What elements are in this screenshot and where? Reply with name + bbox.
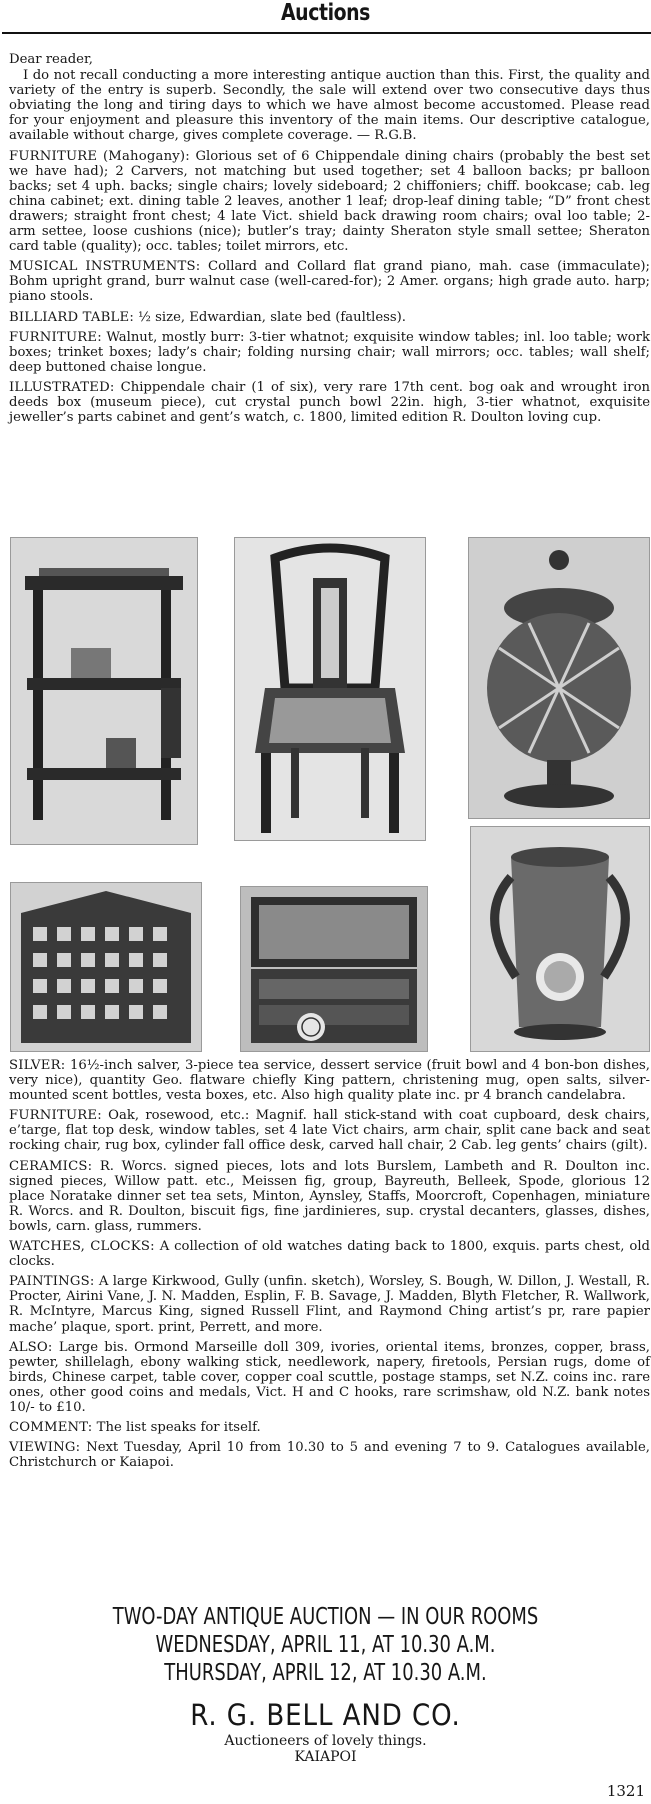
banner-day-one: WEDNESDAY, APRIL 11, AT 10.30 A.M. <box>155 1632 496 1658</box>
inventory-section <box>9 1440 650 1470</box>
inventory-text-block-bottom <box>9 1058 650 1475</box>
section-text: 16½-inch salver, 3-piece tea service, dessert service (fruit bowl and 4 bon-bon dishes, very nice), quantity Geo. flatware chiefly King pattern, christening mug, open salts, silver-mounted scent bottles, vesta boxes, etc. Also high quality plate inc. pr 4 branch candelabra. <box>9 1058 650 1104</box>
firm-tagline: Auctioneers of lovely things. <box>224 1733 427 1749</box>
section-text: Next Tuesday, April 10 from 10.30 to 5 and evening 7 to 9. Catalogues available, Christchurch or Kaiapoi. <box>9 1440 650 1471</box>
whatnot-illustration <box>11 538 197 844</box>
section-heading: FURNITURE: <box>9 1108 102 1124</box>
whatnot-photo <box>10 537 198 845</box>
section-text: Collard and Collard flat grand piano, mah. case (immaculate); Bohm upright grand, burr walnut case (well-cared-for); 2 Amer. organs; high grade auto. harp; piano stools. <box>9 259 650 305</box>
letter-body: I do not recall conducting a more interesting antique auction than this. First, the quality and variety of the entry is superb. Secondly, the sale will extend over two consecutive days thus obviating the long and tiring days to which we have almost become accustomed. Please read for your enjoyment and pleasure this inventory of the main items. Our descriptive catalogue, available without charge, gives complete coverage. — R.G.B. <box>9 68 650 144</box>
inventory-section <box>9 330 650 375</box>
header-rule <box>2 32 651 34</box>
section-heading: ALSO: <box>9 1339 53 1355</box>
chippendale-chair-illustration <box>235 538 425 840</box>
section-heading: SILVER: <box>9 1058 66 1073</box>
section-heading: MUSICAL INSTRUMENTS: <box>9 259 201 275</box>
chippendale-chair-photo <box>234 537 426 841</box>
inventory-section <box>9 1274 650 1334</box>
section-text: Walnut, mostly burr: 3-tier whatnot; exquisite window tables; inl. loo table; work boxes; trinket boxes; lady’s chair; folding nursing chair; wall mirrors; occ. tables; wall shelf; deep buttoned chaise longue. <box>9 329 650 375</box>
page-title: Auctions <box>280 0 371 26</box>
intro-text-block <box>9 52 650 430</box>
section-text: Chippendale chair (1 of six), very rare 17th cent. bog oak and wrought iron deeds box (museum piece), cut crystal punch bowl 22in. high, 3-tier whatnot, exquisite jeweller’s parts cabinet and gent’s watch, c. 1800, limited edition R. Doulton loving cup. <box>9 379 650 426</box>
deeds-box-illustration <box>11 883 201 1051</box>
inventory-sections-top <box>9 149 650 426</box>
banner-headline: TWO-DAY ANTIQUE AUCTION — IN OUR ROOMS <box>112 1604 539 1630</box>
section-heading: WATCHES, CLOCKS: <box>9 1239 155 1255</box>
firm-town: KAIAPOI <box>294 1749 357 1765</box>
auction-banner <box>0 1603 651 1765</box>
page-number: 1321 <box>606 1782 645 1800</box>
inventory-section <box>9 1340 650 1415</box>
section-text: Large bis. Ormond Marseille doll 309, ivories, oriental items, bronzes, copper, brass, pewter, shillelagh, ebony walking stick, needlework, napery, firetools, Persian rugs, dome of birds, Chinese carpet, table cover, copper coal scuttle, postage stamps, set N.Z. coins inc. rare ones, other good coins and medals, Vict. H and C hooks, rare scrimshaw, old N.Z. bank notes 10/- to £10. <box>9 1339 650 1415</box>
section-heading: CERAMICS: <box>9 1158 93 1174</box>
jewellers-cabinet-photo <box>240 886 428 1052</box>
deeds-box-photo <box>10 882 202 1052</box>
jewellers-cabinet-illustration <box>241 887 427 1051</box>
inventory-section <box>9 1058 650 1103</box>
page-header <box>0 0 651 36</box>
inventory-section <box>9 1420 650 1435</box>
inventory-sections-bottom <box>9 1058 650 1470</box>
section-text: Oak, rosewood, etc.: Magnif. hall stick-stand with coat cupboard, desk chairs, e’targe, flat top desk, window tables, set 4 late Vict chairs, arm chair, split cane back and seat rocking chair, rug box, cylinder fall office desk, carved hall chair, 2 Cab. leg gents’ chairs (gilt). <box>9 1108 650 1154</box>
punch-bowl-illustration <box>469 538 649 818</box>
letter-salutation: Dear reader, <box>9 52 93 67</box>
banner-day-two: THURSDAY, APRIL 12, AT 10.30 A.M. <box>164 1660 487 1686</box>
section-heading: FURNITURE: <box>9 329 102 345</box>
inventory-section <box>9 149 650 255</box>
punch-bowl-photo <box>468 537 650 819</box>
section-text: ½ size, Edwardian, slate bed (faultless). <box>138 309 407 325</box>
section-text: Glorious set of 6 Chippendale dining chairs (probably the best set we have had); 2 Carvers, not matching but used together; set 4 balloon backs; pr balloon backs; set 4 uph. backs; single chairs; lovely sideboard; 2 chiffoniers; chiff. bookcase; cab. leg china cabinet; ext. dining table 2 leaves, another 1 leaf; drop-leaf dining table; “D” front chest drawers; straight front chest; 4 late Vict. shield back drawing room chairs; oval loo table; 2-arm settee, loose cushions (nice); butler’s tray; dainty Sheraton style small settee; Sheraton card table (quality); occ. tables; toilet mirrors, etc. <box>9 148 650 255</box>
section-text: A collection of old watches dating back to 1800, exquis. parts chest, old clocks. <box>9 1239 650 1270</box>
inventory-section <box>9 1108 650 1153</box>
firm-name: R. G. BELL AND CO. <box>190 1698 461 1732</box>
section-heading: BILLIARD TABLE: <box>9 309 134 325</box>
section-heading: PAINTINGS: <box>9 1274 95 1290</box>
section-text: The list speaks for itself. <box>96 1420 261 1436</box>
inventory-section <box>9 310 650 325</box>
section-heading: COMMENT: <box>9 1420 93 1436</box>
section-text: A large Kirkwood, Gully (unfin. sketch), Worsley, S. Bough, W. Dillon, J. Westall, R. Procter, Airini Vane, J. N. Madden, Esplin, F. B. Savage, J. Madden, Blyth Fletcher, R. Wallwork, R. McIntyre, Marcus King, signed Russell Flint, and Raymond Ching artist’s pr, rare papier mache’ plaque, sport. print, Perrett, and more. <box>9 1274 650 1335</box>
inventory-section <box>9 1239 650 1269</box>
inventory-section <box>9 380 650 425</box>
inventory-section <box>9 1159 650 1234</box>
inventory-section <box>9 259 650 304</box>
loving-cup-photo <box>470 826 650 1052</box>
section-heading: VIEWING: <box>9 1440 81 1456</box>
section-heading: FURNITURE (Mahogany): <box>9 148 190 164</box>
loving-cup-illustration <box>471 827 649 1051</box>
section-heading: ILLUSTRATED: <box>9 379 115 395</box>
section-text: R. Worcs. signed pieces, lots and lots Burslem, Lambeth and R. Doulton inc. signed pieces, Willow patt. etc., Meissen fig, group, Bayreuth, Belleek, Spode, glorious 12 place Noratake dinner set tea sets, Minton, Aynsley, Staffs, Moorcroft, Copenhagen, miniature R. Worcs. and R. Doulton, biscuit figs, fine jardinieres, sup. crystal decanters, glasses, dishes, bowls, carn. glass, rummers. <box>9 1158 650 1234</box>
